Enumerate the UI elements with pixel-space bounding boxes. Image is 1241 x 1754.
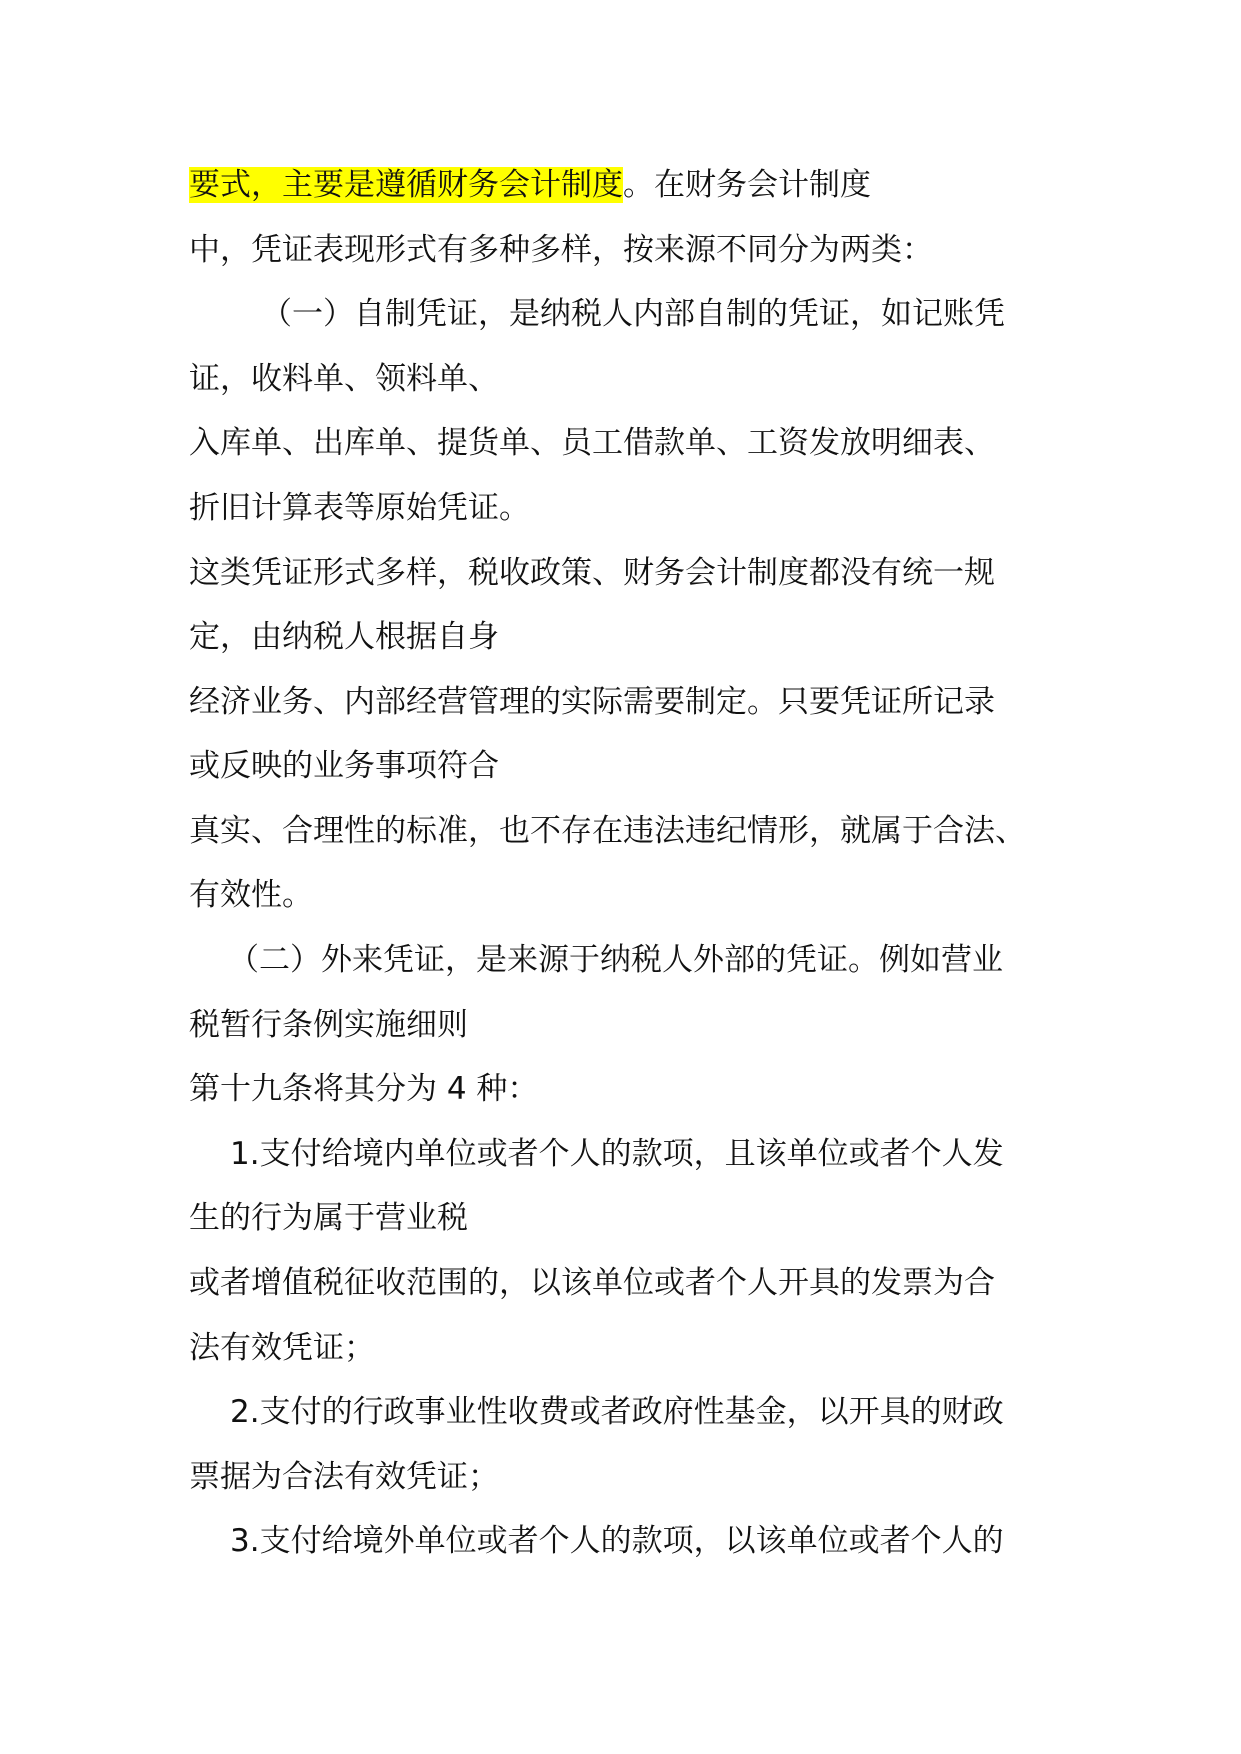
text-line-6: 折旧计算表等原始凭证。	[189, 490, 530, 526]
text-line-1	[189, 163, 1069, 207]
highlighted-text: 要式，主要是遵循财务会计制度	[189, 167, 623, 203]
text-line-12: 有效性。	[189, 877, 313, 913]
text-line-21: 票据为合法有效凭证；	[189, 1459, 499, 1495]
text-line-9: 经济业务、内部经营管理的实际需要制定。只要凭证所记录	[189, 684, 995, 720]
text-line-13: （二）外来凭证，是来源于纳税人外部的凭证。例如营业	[228, 942, 1003, 978]
text-line-18: 或者增值税征收范围的，以该单位或者个人开具的发票为合	[189, 1265, 995, 1301]
text-line-7: 这类凭证形式多样，税收政策、财务会计制度都没有统一规	[189, 555, 995, 591]
text-line-10: 或反映的业务事项符合	[189, 748, 499, 784]
text-line-22: 3.支付给境外单位或者个人的款项，以该单位或者个人的	[230, 1523, 1004, 1559]
text-line-15: 第十九条将其分为 4 种：	[189, 1071, 539, 1107]
text-line-3: （一）自制凭证，是纳税人内部自制的凭证，如记账凭	[261, 296, 1005, 332]
text-line-4: 证，收料单、领料单、	[189, 361, 499, 397]
text-line-2: 中，凭证表现形式有多种多样，按来源不同分为两类：	[189, 232, 933, 268]
text-segment: 。在财务会计制度	[623, 167, 871, 203]
text-line-11: 真实、合理性的标准，也不存在违法违纪情形，就属于合法、	[189, 813, 1026, 849]
text-line-20: 2.支付的行政事业性收费或者政府性基金，以开具的财政	[230, 1394, 1004, 1430]
text-line-17: 生的行为属于营业税	[189, 1200, 468, 1236]
text-line-16: 1.支付给境内单位或者个人的款项，且该单位或者个人发	[230, 1136, 1004, 1172]
text-line-14: 税暂行条例实施细则	[189, 1007, 468, 1043]
text-line-5: 入库单、出库单、提货单、员工借款单、工资发放明细表、	[189, 425, 995, 461]
text-line-8: 定，由纳税人根据自身	[189, 619, 499, 655]
text-line-19: 法有效凭证；	[189, 1330, 375, 1366]
